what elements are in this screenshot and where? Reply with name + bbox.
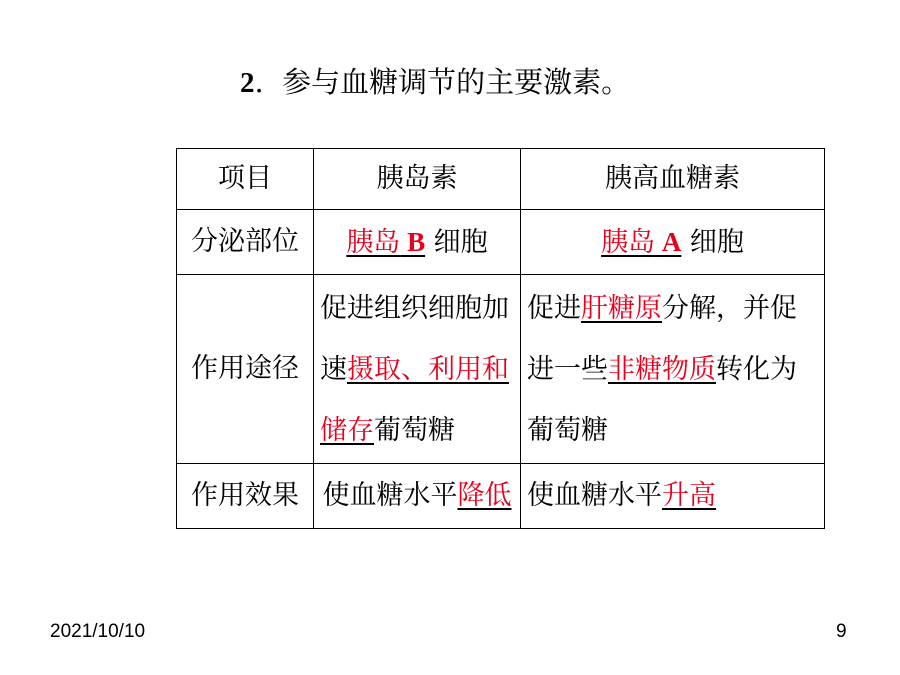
- pathway-insulin-keyword-1: 摄取、利用和: [347, 353, 509, 385]
- footer-date: 2021/10/10: [50, 621, 146, 642]
- effect-insulin-keyword: 降低: [457, 480, 512, 511]
- header-glucagon-cell: 胰高血糖素: [521, 149, 825, 210]
- table-header-row: [177, 149, 825, 210]
- effect-insulin-cell: 使血糖水平降低: [314, 464, 521, 529]
- secretion-glucagon-tail: 细胞: [681, 226, 744, 258]
- title-number: 2: [240, 67, 255, 99]
- effect-glucagon-keyword: 升高: [662, 480, 716, 511]
- pathway-label-cell: 作用途径: [177, 275, 314, 464]
- secretion-insulin-tail: 细胞: [425, 226, 488, 258]
- effect-label-cell: 作用效果: [177, 464, 314, 529]
- secretion-insulin-cell: [314, 210, 521, 275]
- secretion-glucagon-keyword: 胰岛 A: [601, 226, 682, 258]
- pathway-glucagon-keyword-2: 非糖物质: [608, 353, 716, 385]
- secretion-label-cell: 分泌部位: [177, 210, 314, 275]
- header-item-cell: 项目: [177, 149, 314, 210]
- header-insulin-cell: 胰岛素: [314, 149, 521, 210]
- secretion-insulin-keyword: 胰岛 B: [346, 226, 426, 258]
- pathway-glucagon-keyword-1: 肝糖原: [581, 292, 662, 324]
- page-number: 9: [836, 621, 847, 642]
- pathway-insulin-cell: 促进组织细胞加速摄取、利用和储存葡萄糖: [314, 275, 521, 464]
- hormone-comparison-table: [176, 148, 825, 529]
- table-row-pathway: [177, 275, 825, 464]
- title-dot: .: [254, 65, 264, 99]
- table-row-effect: [177, 464, 825, 529]
- pathway-glucagon-cell: 促进肝糖原分解，并促进一些非糖物质转化为葡萄糖: [521, 275, 825, 464]
- title-text: 参与血糖调节的主要激素。: [282, 65, 631, 99]
- table-row-secretion: [177, 210, 825, 275]
- slide-title: [240, 62, 630, 103]
- effect-glucagon-cell: 使血糖水平升高: [521, 464, 825, 529]
- secretion-glucagon-cell: [521, 210, 825, 275]
- pathway-insulin-keyword-2: 储存: [320, 414, 374, 446]
